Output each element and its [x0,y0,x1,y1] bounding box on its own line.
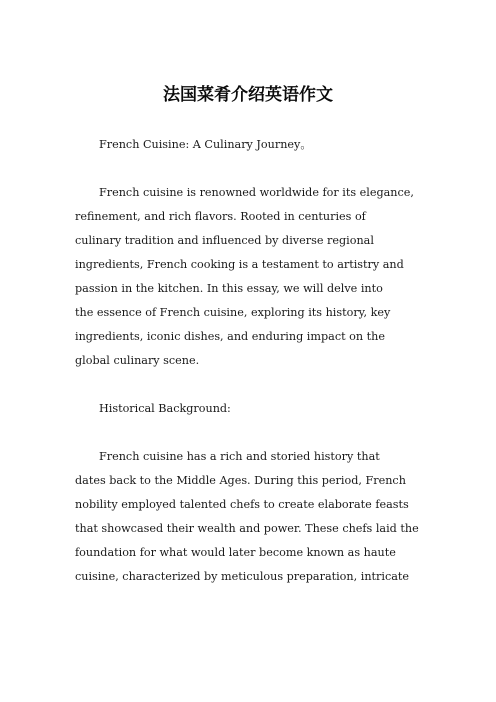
history-line: French cuisine has a rich and storied history that [99,450,380,463]
intro-line: passion in the kitchen. In this essay, we will delve into [75,282,383,295]
intro-line: French cuisine is renowned worldwide for its elegance, [99,186,414,199]
document-title: 法国菜肴介绍英语作文 [163,85,333,105]
history-line: dates back to the Middle Ages. During this period, French [75,474,406,487]
history-line: that showcased their wealth and power. These chefs laid the [75,522,419,535]
history-line: cuisine, characterized by meticulous preparation, intricate [75,570,409,583]
intro-line: the essence of French cuisine, exploring its history, key [75,306,391,319]
intro-line: ingredients, French cooking is a testament to artistry and [75,258,404,271]
intro-line: global culinary scene. [75,354,200,367]
essay-heading: French Cuisine: A Culinary Journey。 [99,138,312,151]
history-line: foundation for what would later become known as haute [75,546,396,559]
intro-line: refinement, and rich flavors. Rooted in centuries of [75,210,366,223]
intro-line: ingredients, iconic dishes, and enduring impact on the [75,330,385,343]
intro-line: culinary tradition and influenced by diverse regional [75,234,374,247]
section-heading: Historical Background: [99,402,231,415]
history-line: nobility employed talented chefs to create elaborate feasts [75,498,409,511]
